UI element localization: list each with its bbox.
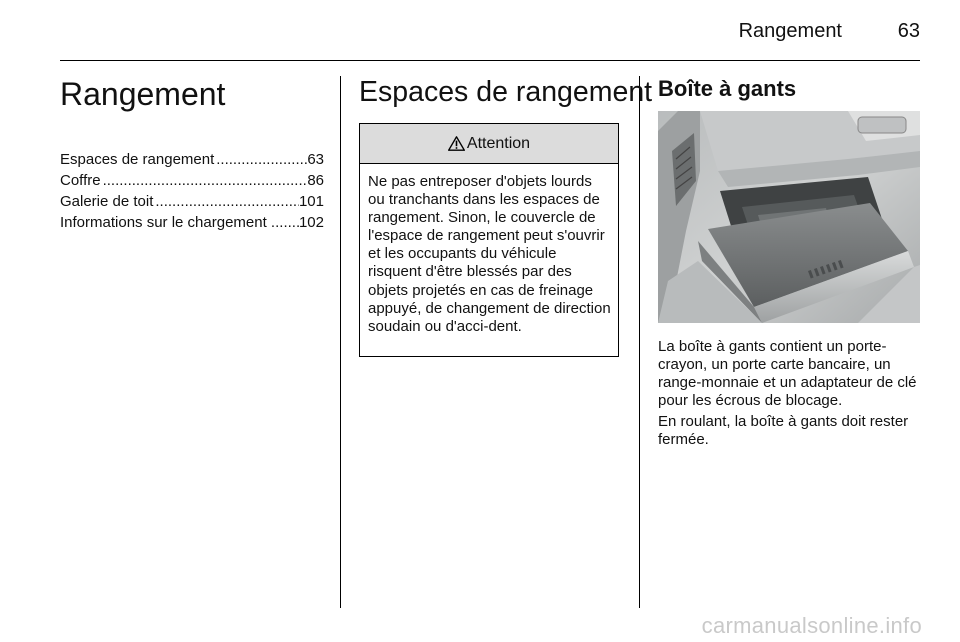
toc-leader-dots <box>214 149 307 170</box>
toc-entry[interactable] <box>60 149 324 170</box>
column-separator <box>639 76 640 608</box>
warning-label: Attention <box>466 134 531 152</box>
toc-entry-label: Coffre <box>60 172 101 189</box>
subsection-title: Boîte à gants <box>658 76 797 101</box>
toc-entry-page: 63 <box>307 151 324 168</box>
toc-entry-page: 86 <box>307 172 324 189</box>
chapter-title: Rangement <box>60 76 226 112</box>
toc-entry[interactable] <box>60 170 324 191</box>
section-title: Espaces de rangement <box>359 76 653 108</box>
toc-entry-page: 102 <box>298 214 324 231</box>
toc-leader-dots <box>275 212 299 233</box>
header-rule <box>60 60 920 61</box>
warning-header <box>360 124 618 164</box>
toc-entry[interactable] <box>60 191 324 212</box>
toc-leader-dots <box>101 170 308 191</box>
warning-text: Ne pas entreposer d'objets lourds ou tranchants dans les espaces de rangement. Sinon, le couvercle de l'espace de rangement peut s'ouvrir et les occupants du véhicule risquent d'être blessés par des objets projetés en cas de freinage appuyé, de changement de direction soudain ou d'acci-dent. <box>368 173 611 335</box>
toc-entry-page: 101 <box>298 193 324 210</box>
toc-leader-dots <box>153 191 299 212</box>
toc-entry[interactable] <box>60 212 324 233</box>
glovebox-photo <box>658 111 920 323</box>
body-paragraph: La boîte à gants contient un porte-crayon, un porte carte bancaire, un range-monnaie et un adaptateur de clé pour les écrous de blocage. <box>658 338 917 409</box>
page-number: 63 <box>897 20 920 42</box>
running-header-title: Rangement <box>738 20 842 42</box>
toc-entry-label: Espaces de rangement <box>60 151 215 168</box>
toc-entry-label: Informations sur le chargement . <box>60 214 276 231</box>
warning-box <box>359 123 619 357</box>
toc-entry-label: Galerie de toit <box>60 193 154 210</box>
warning-triangle-icon <box>448 136 465 151</box>
table-of-contents <box>60 149 324 233</box>
body-paragraph: En roulant, la boîte à gants doit rester fermée. <box>658 413 909 448</box>
column-separator <box>340 76 341 608</box>
watermark-text: carmanualsonline.info <box>701 613 922 638</box>
